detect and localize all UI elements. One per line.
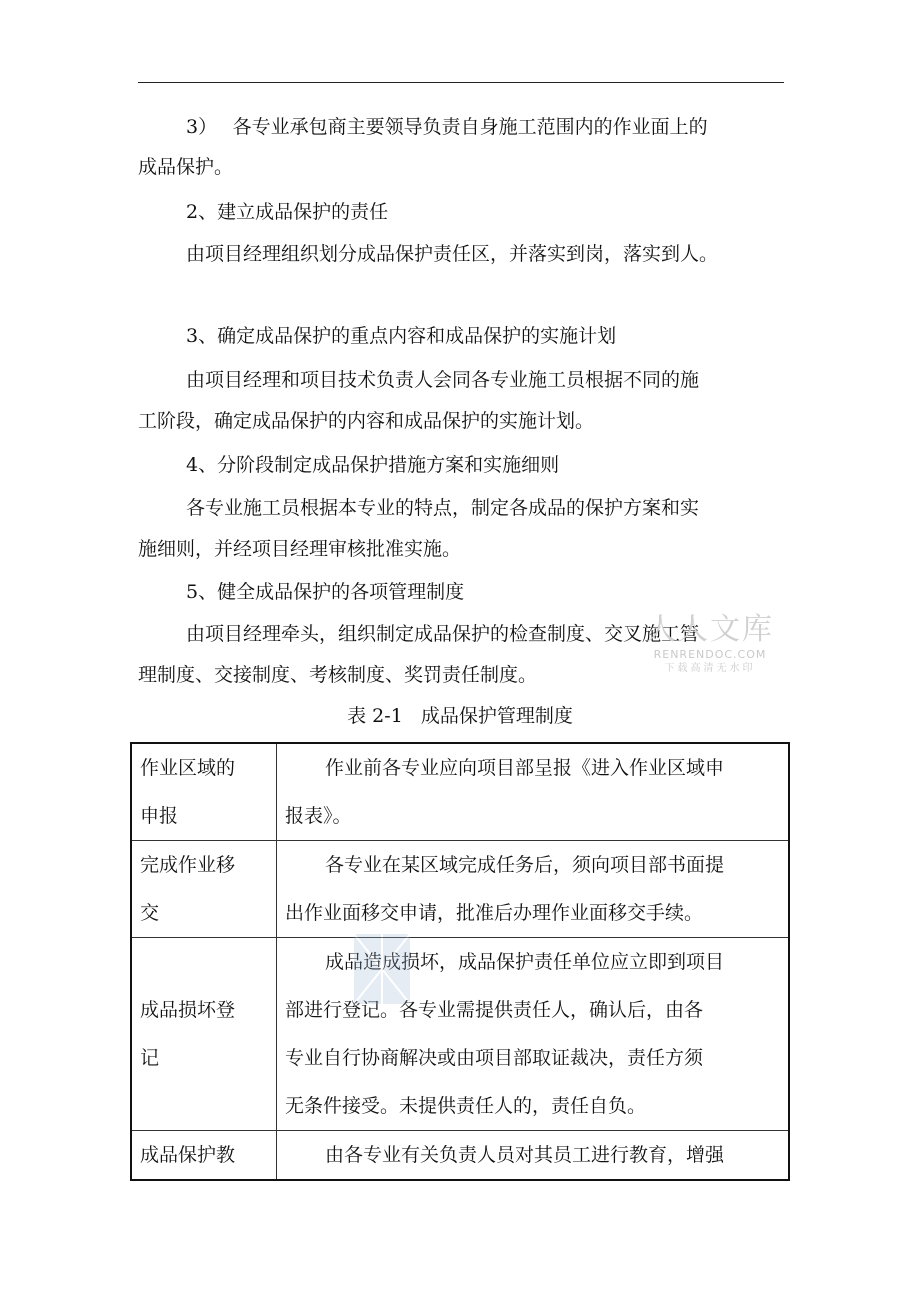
row-label-cell <box>131 938 277 1131</box>
table-row <box>131 1131 789 1181</box>
paragraph-line: 工阶段，确定成品保护的内容和成品保护的实施计划。 <box>138 410 595 432</box>
paragraph-line: 由项目经理组织划分成品保护责任区，并落实到岗，落实到人。 <box>186 243 719 265</box>
row-content-line: 无条件接受。未提供责任人的，责任自负。 <box>285 1095 647 1117</box>
watermark-tagline: 下载高清无水印 <box>664 663 756 674</box>
paragraph-line: 成品保护。 <box>138 156 234 178</box>
row-content-cell <box>277 841 790 938</box>
faint-stamp-graphic <box>348 928 416 1018</box>
table-caption <box>0 704 920 728</box>
row-label-line: 成品保护教 <box>140 1144 236 1166</box>
paragraph-line: 由项目经理牵头，组织制定成品保护的检查制度、交叉施工管 <box>186 623 700 645</box>
table-row <box>131 938 789 1131</box>
section-heading: 3、确定成品保护的重点内容和成品保护的实施计划 <box>186 325 617 347</box>
watermark <box>640 612 780 688</box>
row-label-line: 申报 <box>140 805 179 827</box>
row-label-cell <box>131 743 277 841</box>
row-label-line: 交 <box>140 902 160 924</box>
table-caption-title: 成品保护管理制度 <box>420 705 573 727</box>
watermark-logo: 人人文库 <box>646 612 774 647</box>
section-heading: 5、健全成品保护的各项管理制度 <box>186 581 465 603</box>
row-content-line: 作业前各专业应向项目部呈报《进入作业区域申 <box>325 757 725 779</box>
paragraph-line: 施细则，并经项目经理审核批准实施。 <box>138 538 462 560</box>
row-content-line: 报表》。 <box>285 805 352 827</box>
header-rule <box>138 82 784 83</box>
watermark-domain: RENRENDOC.COM <box>653 648 767 661</box>
row-label-line: 完成作业移 <box>140 854 236 876</box>
row-label-line: 成品损坏登 <box>140 999 236 1021</box>
row-content-line: 由各专业有关负责人员对其员工进行教育，增强 <box>325 1144 725 1166</box>
row-content-line: 成品造成损坏，成品保护责任单位应立即到项目 <box>325 951 725 973</box>
row-content-cell <box>277 1131 790 1181</box>
row-content-line: 部进行登记。各专业需提供责任人，确认后，由各 <box>285 999 704 1021</box>
section-heading: 4、分阶段制定成品保护措施方案和实施细则 <box>186 454 560 476</box>
paragraph-line: 由项目经理和项目技术负责人会同各专业施工员根据不同的施 <box>186 369 700 391</box>
paragraph-line: 各专业施工员根据本专业的特点，制定各成品的保护方案和实 <box>186 497 700 519</box>
table-row <box>131 743 789 841</box>
row-label-line: 记 <box>140 1047 160 1069</box>
section-heading: 2、建立成品保护的责任 <box>186 201 389 223</box>
row-content-line: 各专业在某区域完成任务后，须向项目部书面提 <box>325 854 725 876</box>
table-caption-number: 表 2-1 <box>347 705 403 727</box>
row-content-cell <box>277 743 790 841</box>
row-content-line: 出作业面移交申请，批准后办理作业面移交手续。 <box>285 902 704 924</box>
table-row <box>131 841 789 938</box>
paragraph-line: 理制度、交接制度、考核制度、奖罚责任制度。 <box>138 664 538 686</box>
management-table <box>130 742 790 1181</box>
row-content-line: 专业自行协商解决或由项目部取证裁决，责任方须 <box>285 1047 704 1069</box>
row-label-cell <box>131 1131 277 1181</box>
paragraph-line: 3） 各专业承包商主要领导负责自身施工范围内的作业面上的 <box>186 116 708 138</box>
row-label-cell <box>131 841 277 938</box>
row-label-line: 作业区域的 <box>140 757 236 779</box>
